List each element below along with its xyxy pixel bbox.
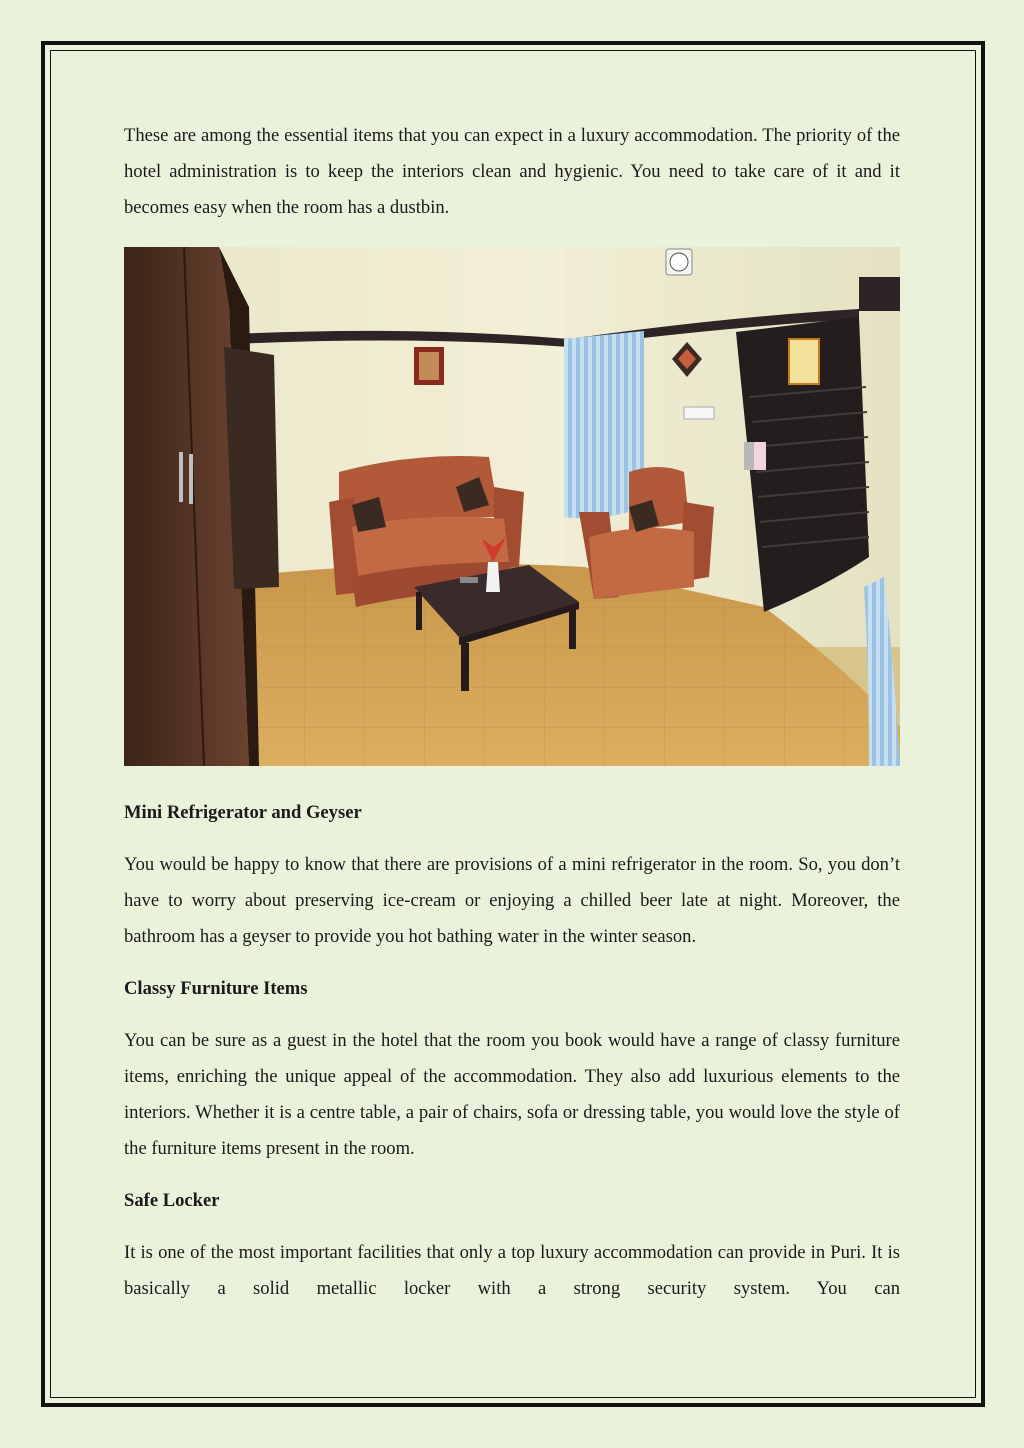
document-content [124,118,900,1307]
section-text-classy-furniture: You can be sure as a guest in the hotel that the room you book would have a range of classy furniture items, enriching the unique appeal of the accommodation. They also add luxurious elements to the interiors. Whether it is a centre table, a pair of chairs, sofa or dressing table, you would love the style of the furniture items present in the room. [124,1030,900,1159]
section-text-safe-locker: It is one of the most important facilities that only a top luxury accommodation can provide in Puri. It is basically a solid metallic locker with a strong security system. You can [124,1242,900,1299]
section-heading-safe-locker: Safe Locker [124,1190,220,1211]
hotel-room-photo [124,247,900,766]
intro-paragraph: These are among the essential items that you can expect in a luxury accommodation. The priority of the hotel administration is to keep the interiors clean and hygienic. You need to take care of it and it becomes easy when the room has a dustbin. [124,125,900,218]
section-heading-classy-furniture: Classy Furniture Items [124,978,308,999]
section-heading-mini-refrigerator: Mini Refrigerator and Geyser [124,802,362,823]
section-text-mini-refrigerator: You would be happy to know that there are provisions of a mini refrigerator in the room. So, you don’t have to worry about preserving ice-cream or enjoying a chilled beer late at night. Moreover, the bathroom has a geyser to provide you hot bathing water in the winter season. [124,854,900,947]
